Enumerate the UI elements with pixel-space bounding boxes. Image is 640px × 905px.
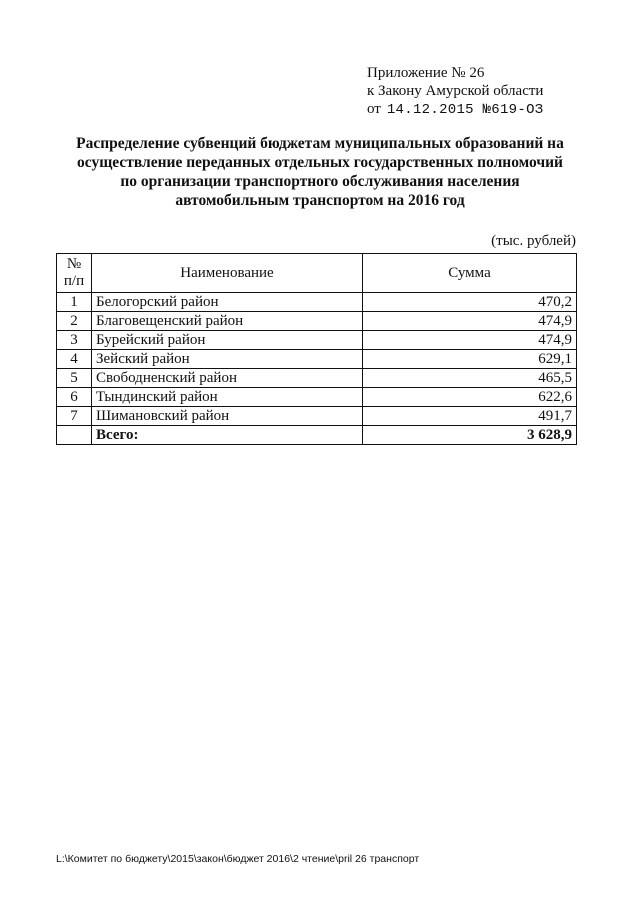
row-sum: 470,2: [363, 293, 577, 312]
appendix-date-prefix: от: [367, 101, 381, 117]
row-name: Белогорский район: [92, 293, 363, 312]
total-sum: 3 628,9: [363, 426, 577, 445]
row-name: Бурейский район: [92, 331, 363, 350]
header-num: [57, 254, 92, 293]
row-sum: 474,9: [363, 312, 577, 331]
row-sum: 629,1: [363, 350, 577, 369]
header-num-symbol: №: [66, 256, 82, 272]
row-number: 3: [57, 331, 92, 350]
row-name: Шимановский район: [92, 407, 363, 426]
table-row: [57, 312, 577, 331]
table-row: [57, 407, 577, 426]
table-header-row: [57, 254, 577, 293]
title-line-4: автомобильным транспортом на 2016 год: [175, 192, 465, 209]
row-name: Свободненский район: [92, 369, 363, 388]
row-number: 1: [57, 293, 92, 312]
row-number: 7: [57, 407, 92, 426]
table-total-row: [57, 426, 577, 445]
header-num-abbr: п/п: [63, 273, 85, 289]
table-row: [57, 331, 577, 350]
row-name: Благовещенский район: [92, 312, 363, 331]
total-number-cell: [57, 426, 92, 445]
units-label: (тыс. рублей): [491, 233, 576, 249]
row-name: Зейский район: [92, 350, 363, 369]
table-row: [57, 388, 577, 407]
title-line-2: осуществление переданных отдельных государственных полномочий: [77, 154, 563, 171]
appendix-number: Приложение № 26: [367, 65, 485, 81]
header-name: Наименование: [92, 254, 363, 293]
row-sum: 474,9: [363, 331, 577, 350]
budget-table: [56, 253, 577, 445]
row-sum: 491,7: [363, 407, 577, 426]
title-line-1: Распределение субвенций бюджетам муниципальных образований на: [76, 135, 564, 152]
appendix-date-value: 14.12.2015 №619-ОЗ: [386, 102, 544, 118]
document-title: [60, 134, 580, 210]
table-row: [57, 350, 577, 369]
title-line-3: по организации транспортного обслуживания населения: [120, 173, 520, 190]
total-label: Всего:: [92, 426, 363, 445]
row-number: 4: [57, 350, 92, 369]
table-row: [57, 293, 577, 312]
row-number: 5: [57, 369, 92, 388]
appendix-header: [367, 64, 607, 119]
header-sum: Сумма: [363, 254, 577, 293]
footer-file-path: L:\Комитет по бюджету\2015\закон\бюджет 2016\2 чтение\pril 26 транспорт: [56, 853, 420, 865]
table-row: [57, 369, 577, 388]
row-sum: 465,5: [363, 369, 577, 388]
row-name: Тындинский район: [92, 388, 363, 407]
row-number: 6: [57, 388, 92, 407]
row-sum: 622,6: [363, 388, 577, 407]
appendix-law-reference: к Закону Амурской области: [367, 83, 544, 99]
row-number: 2: [57, 312, 92, 331]
appendix-date-line: [367, 100, 607, 119]
